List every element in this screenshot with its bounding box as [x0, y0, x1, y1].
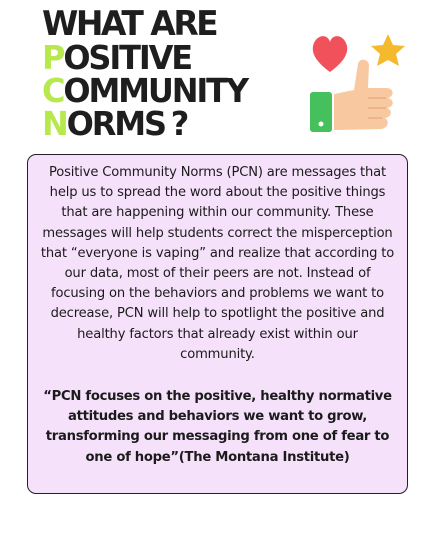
title-initial-p: P	[42, 38, 64, 77]
star-icon	[371, 34, 405, 66]
title-initial-n: N	[42, 104, 67, 143]
thumbs-up-icon	[310, 60, 393, 132]
title-line-2: POSITIVE	[42, 38, 191, 77]
heart-icon	[313, 36, 347, 72]
card-body-text: Positive Community Norms (PCN) are messages that help us to spread the word about the positive things that are happening within our community. These messages will help students correct the misperception that “everyone is vaping” and realize that according to our data, most of their peers are not. Instead of focusing on the behaviors and problems we want to decrease, PCN will help to spotlight the positive and healthy factors that already exist within our community.	[40, 165, 395, 362]
title-line-4: NORMS ?	[42, 104, 188, 143]
title-initial-c: C	[42, 71, 64, 110]
card-quote: “PCN focuses on the positive, healthy normative attitudes and behaviors we want to grow, transforming our messaging from one of fear to one of hope”(The Montana Institute)	[43, 389, 392, 465]
title-line-3: COMMUNITY	[42, 71, 247, 110]
info-card	[27, 154, 408, 494]
illustration	[308, 30, 408, 140]
page-title	[42, 4, 312, 143]
title-line-1: WHAT ARE	[42, 4, 217, 44]
